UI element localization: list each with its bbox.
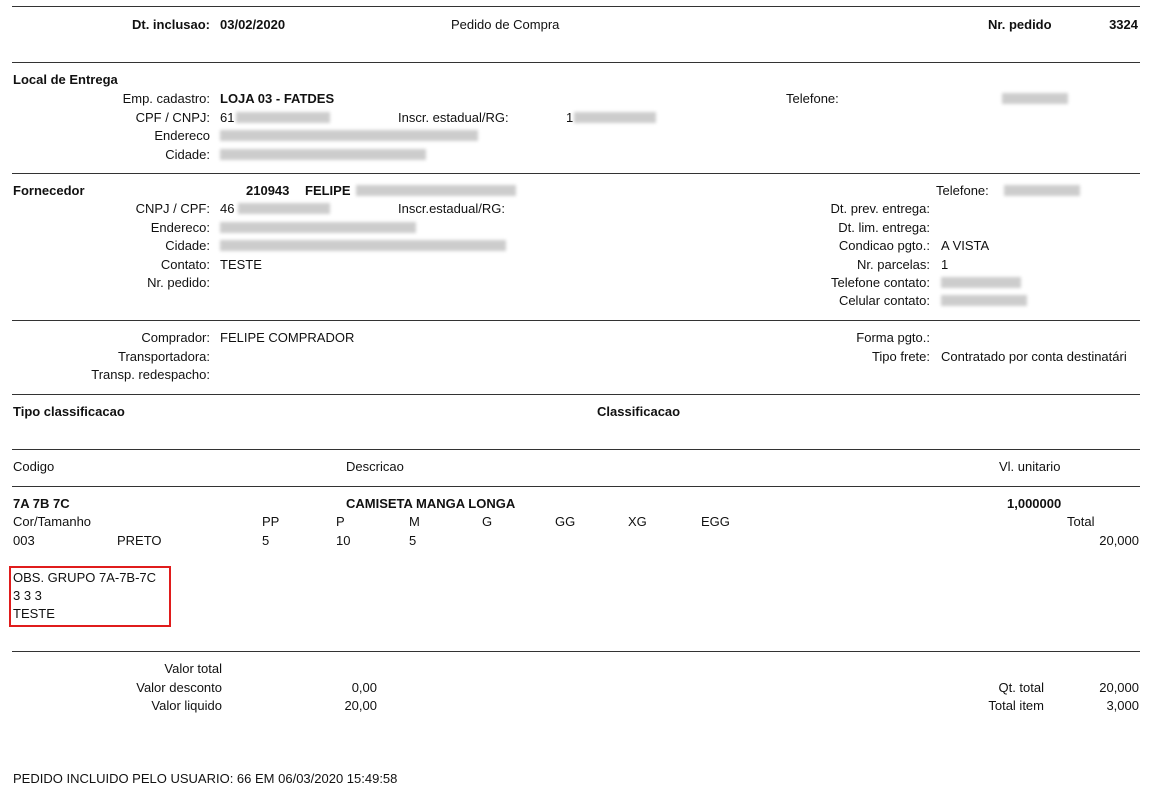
redacted-contact-cell bbox=[941, 295, 1027, 306]
redacted-delivery-city bbox=[220, 149, 426, 160]
size-pp: PP bbox=[262, 514, 280, 529]
size-xg: XG bbox=[628, 514, 647, 529]
size-gg: GG bbox=[555, 514, 576, 529]
size-g: G bbox=[482, 514, 493, 529]
size-m: M bbox=[409, 514, 420, 529]
redispatch-label: Transp. redespacho: bbox=[91, 367, 210, 382]
observation-line-3: TESTE bbox=[13, 606, 55, 621]
item-code: 7A 7B 7C bbox=[13, 496, 70, 511]
supplier-ie-label: Inscr.estadual/RG: bbox=[398, 201, 505, 216]
delivery-section-title: Local de Entrega bbox=[13, 72, 118, 87]
classification-type-label: Tipo classificacao bbox=[13, 404, 125, 419]
divider-logistics bbox=[12, 320, 1140, 321]
delivery-cpf-label: CPF / CNPJ: bbox=[135, 110, 210, 125]
redacted-delivery-cpf bbox=[236, 112, 330, 123]
total-label: Valor total bbox=[164, 661, 222, 676]
grid-total-label: Total bbox=[1067, 514, 1095, 529]
items-total-label: Total item bbox=[988, 698, 1044, 713]
color-code: 003 bbox=[13, 533, 35, 548]
footer-note: PEDIDO INCLUIDO PELO USUARIO: 66 EM 06/03/2020 15:49:58 bbox=[13, 771, 398, 786]
contact-phone-label: Telefone contato: bbox=[830, 275, 930, 290]
divider-items-header bbox=[12, 449, 1140, 450]
order-number-label: Nr. pedido bbox=[988, 17, 1052, 32]
delivery-ie-prefix: 1 bbox=[566, 110, 574, 125]
document-title: Pedido de Compra bbox=[451, 17, 560, 32]
supplier-section-title: Fornecedor bbox=[13, 183, 85, 198]
carrier-label: Transportadora: bbox=[117, 349, 210, 364]
qty-total-label: Qt. total bbox=[998, 680, 1044, 695]
qty-p: 10 bbox=[336, 533, 351, 548]
supplier-address-label: Endereco: bbox=[150, 220, 210, 235]
size-p: P bbox=[336, 514, 345, 529]
delivery-address-label: Endereco bbox=[154, 128, 210, 143]
payment-cond-value: A VISTA bbox=[941, 238, 990, 253]
qty-total-value: 20,000 bbox=[1099, 680, 1139, 695]
supplier-name-prefix: FELIPE bbox=[305, 183, 351, 198]
emp-value: LOJA 03 - FATDES bbox=[220, 91, 335, 106]
delivery-ie-label: Inscr. estadual/RG: bbox=[398, 110, 509, 125]
inclusion-date-value: 03/02/2020 bbox=[220, 17, 286, 32]
col-header-code: Codigo bbox=[13, 459, 55, 474]
buyer-value: FELIPE COMPRADOR bbox=[220, 330, 355, 345]
discount-label: Valor desconto bbox=[136, 680, 222, 695]
qty-m: 5 bbox=[409, 533, 417, 548]
redacted-supplier-address bbox=[220, 222, 416, 233]
size-egg: EGG bbox=[701, 514, 730, 529]
supplier-cnpj-label: CNPJ / CPF: bbox=[135, 201, 210, 216]
delivery-phone-label: Telefone: bbox=[786, 91, 839, 106]
net-label: Valor liquido bbox=[151, 698, 222, 713]
redacted-supplier-cnpj bbox=[238, 203, 330, 214]
redacted-supplier-phone bbox=[1004, 185, 1080, 196]
color-name: PRETO bbox=[117, 533, 162, 548]
observation-line-1: OBS. GRUPO 7A-7B-7C bbox=[13, 570, 157, 585]
delivery-cpf-prefix: 61 bbox=[220, 110, 235, 125]
top-divider bbox=[12, 6, 1140, 7]
divider-totals bbox=[12, 651, 1140, 652]
supplier-cnpj-prefix: 46 bbox=[220, 201, 235, 216]
divider-supplier bbox=[12, 173, 1140, 174]
installments-label: Nr. parcelas: bbox=[857, 257, 930, 272]
observation-line-2: 3 3 3 bbox=[13, 588, 42, 603]
redacted-supplier-name bbox=[356, 185, 516, 196]
contact-cell-label: Celular contato: bbox=[838, 293, 930, 308]
redacted-delivery-ie bbox=[574, 112, 656, 123]
item-description: CAMISETA MANGA LONGA bbox=[346, 496, 516, 511]
contact-value: TESTE bbox=[220, 257, 262, 272]
redacted-delivery-phone bbox=[1002, 93, 1068, 104]
redacted-supplier-city bbox=[220, 240, 506, 251]
qty-pp: 5 bbox=[262, 533, 270, 548]
buyer-label: Comprador: bbox=[141, 330, 210, 345]
discount-value: 0,00 bbox=[351, 680, 377, 695]
net-value: 20,00 bbox=[344, 698, 377, 713]
delivery-city-label: Cidade: bbox=[165, 147, 210, 162]
redacted-contact-phone bbox=[941, 277, 1021, 288]
divider-delivery bbox=[12, 62, 1140, 63]
order-number-value: 3324 bbox=[1109, 17, 1138, 32]
prev-delivery-label: Dt. prev. entrega: bbox=[830, 201, 930, 216]
supplier-phone-label: Telefone: bbox=[936, 183, 989, 198]
classification-label: Classificacao bbox=[597, 404, 681, 419]
col-header-unit-value: Vl. unitario bbox=[999, 459, 1061, 474]
row-total: 20,000 bbox=[1099, 533, 1139, 548]
supplier-city-label: Cidade: bbox=[165, 238, 210, 253]
redacted-delivery-address bbox=[220, 130, 478, 141]
col-header-description: Descricao bbox=[346, 459, 404, 474]
item-unit-value: 1,000000 bbox=[1007, 496, 1062, 511]
grid-label: Cor/Tamanho bbox=[13, 514, 92, 529]
contact-label: Contato: bbox=[160, 257, 210, 272]
freight-value: Contratado por conta destinatári bbox=[941, 349, 1127, 364]
emp-label: Emp. cadastro: bbox=[122, 91, 210, 106]
payment-form-label: Forma pgto.: bbox=[856, 330, 930, 345]
items-total-value: 3,000 bbox=[1106, 698, 1139, 713]
supplier-code: 210943 bbox=[246, 183, 290, 198]
divider-classification bbox=[12, 394, 1140, 395]
divider-items bbox=[12, 486, 1140, 487]
supplier-order-label: Nr. pedido: bbox=[147, 275, 210, 290]
inclusion-date-label: Dt. inclusao: bbox=[131, 17, 210, 32]
installments-value: 1 bbox=[941, 257, 949, 272]
freight-label: Tipo frete: bbox=[871, 349, 930, 364]
lim-delivery-label: Dt. lim. entrega: bbox=[838, 220, 930, 235]
payment-cond-label: Condicao pgto.: bbox=[838, 238, 930, 253]
